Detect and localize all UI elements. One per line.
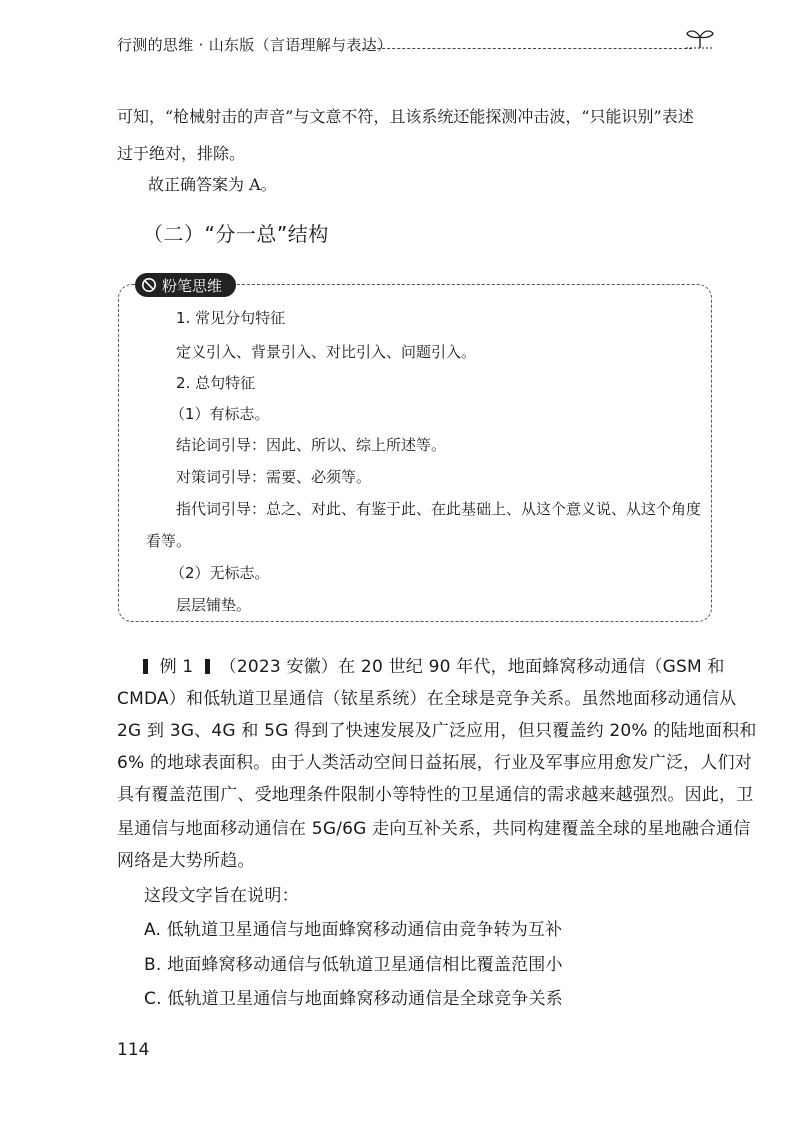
thinking-line: 2. 总句特征: [176, 374, 256, 392]
intro-line-2: 过于绝对，排除。: [117, 144, 246, 163]
example-line: 2G 到 3G、4G 和 5G 得到了快速发展及广泛应用，但只覆盖约 20% 的陆地面积和: [117, 721, 757, 741]
no-sign-icon: [141, 277, 157, 293]
option-b: B. 地面蜂窝移动通信与低轨道卫星通信相比覆盖范围小: [144, 955, 563, 975]
section-title: （二）“分一总”结构: [143, 222, 329, 246]
header-rule: [362, 48, 692, 49]
example-marker-right: [205, 659, 210, 674]
thinking-line: （2）无标志。: [170, 564, 270, 582]
thinking-line: 层层铺垫。: [176, 596, 252, 614]
thinking-line: 指代词引导：总之、对此、有鉴于此、在此基础上、从这个意义说、从这个角度: [176, 500, 702, 518]
example-line: 具有覆盖范围广、受地理条件限制小等特性的卫星通信的需求越来越强烈。因此，卫: [117, 785, 754, 805]
example-line: 星通信与地面移动通信在 5G/6G 走向互补关系，共同构建覆盖全球的星地融合通信: [117, 819, 751, 839]
thinking-line: 定义引入、背景引入、对比引入、问题引入。: [176, 343, 477, 361]
example-line: （2023 安徽）在 20 世纪 90 年代，地面蜂窝移动通信（GSM 和: [219, 657, 725, 677]
example-label: 例 1: [159, 657, 194, 677]
thinking-line: 对策词引导：需要、必须等。: [176, 468, 372, 486]
option-a: A. 低轨道卫星通信与地面蜂窝移动通信由竞争转为互补: [144, 920, 563, 940]
example-line: CMDA）和低轨道卫星通信（铱星系统）在全球是竞争关系。虽然地面移动通信从: [117, 689, 737, 709]
thinking-badge: [135, 273, 236, 297]
intro-line-1: 可知，“枪械射击的声音”与文意不符，且该系统还能探测冲击波，“只能识别”表述: [117, 107, 694, 126]
sprout-icon: [684, 26, 716, 50]
answer-line: 故正确答案为 A。: [148, 175, 277, 194]
example-marker-left: [143, 659, 148, 674]
thinking-line: 看等。: [146, 532, 192, 550]
thinking-line: （1）有标志。: [170, 405, 270, 423]
thinking-line: 结论词引导：因此、所以、综上所述等。: [176, 436, 447, 454]
question-stem: 这段文字旨在说明：: [144, 886, 299, 906]
thinking-badge-label: 粉笔思维: [162, 276, 223, 295]
running-header: 行测的思维 · 山东版（言语理解与表达）: [117, 36, 393, 54]
example-line: 6% 的地球表面积。由于人类活动空间日益拓展，行业及军事应用愈发广泛，人们对: [117, 753, 752, 773]
option-c: C. 低轨道卫星通信与地面蜂窝移动通信是全球竞争关系: [144, 989, 563, 1009]
example-first-line: [143, 652, 725, 677]
page-number: 114: [117, 1040, 150, 1060]
example-line: 网络是大势所趋。: [117, 851, 255, 871]
thinking-line: 1. 常见分句特征: [176, 309, 286, 327]
